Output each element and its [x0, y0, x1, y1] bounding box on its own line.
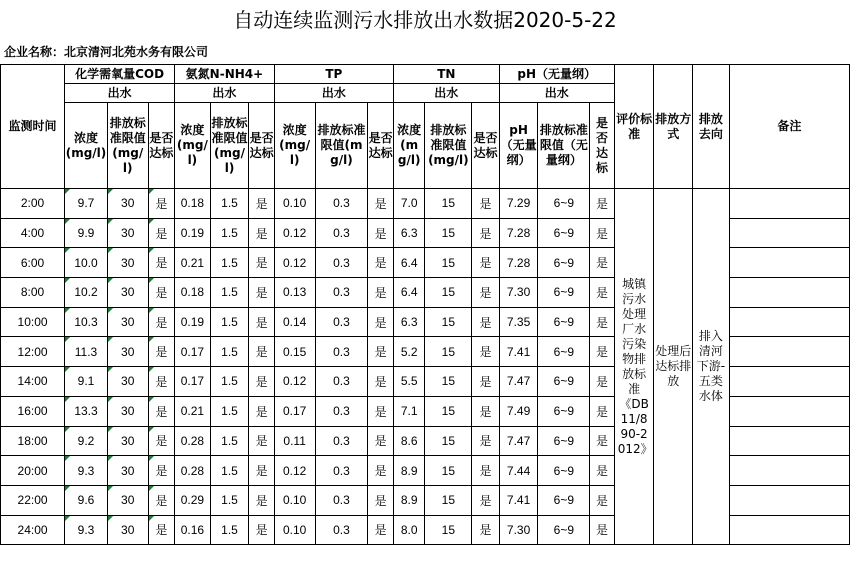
cell-nh-ok: 是 — [249, 367, 274, 397]
header-tn: TN — [393, 65, 499, 84]
remark-cell — [729, 307, 849, 337]
remark-cell — [729, 485, 849, 515]
cell-ph-lim: 6~9 — [538, 456, 590, 486]
cell-tp-lim: 0.3 — [315, 456, 368, 486]
header-tp-sub: 出水 — [274, 84, 393, 103]
cell-nh-ok: 是 — [249, 278, 274, 308]
header-tn-sub: 出水 — [393, 84, 499, 103]
cell-cod: 9.3 — [65, 515, 108, 545]
cell-tn-lim: 15 — [425, 307, 472, 337]
cell-ph-ok: 是 — [590, 515, 614, 545]
cell-cod-lim: 30 — [107, 367, 148, 397]
cell-cod-lim: 30 — [107, 307, 148, 337]
cell-tp-ok: 是 — [368, 456, 393, 486]
cell-ph-lim: 6~9 — [538, 218, 590, 248]
cell-tn-ok: 是 — [472, 189, 499, 219]
cell-nh-ok: 是 — [249, 396, 274, 426]
col-cod-ok: 是否达标 — [148, 103, 174, 189]
cell-time: 22:00 — [1, 485, 65, 515]
col-ph-value: pH（无量纲） — [499, 103, 538, 189]
cell-tn: 5.2 — [393, 337, 425, 367]
cell-tn: 8.9 — [393, 456, 425, 486]
cell-ph: 7.49 — [499, 396, 538, 426]
cell-tn: 6.3 — [393, 218, 425, 248]
cell-nh: 0.21 — [175, 248, 211, 278]
col-tp-ok: 是否达标 — [368, 103, 393, 189]
cell-ph: 7.41 — [499, 337, 538, 367]
cell-cod: 9.7 — [65, 189, 108, 219]
cell-tp-lim: 0.3 — [315, 189, 368, 219]
col-nh4-ok: 是否达标 — [249, 103, 274, 189]
table-row — [1, 189, 850, 219]
cell-cod: 9.2 — [65, 426, 108, 456]
col-tp-conc: 浓度(mg/l) — [274, 103, 315, 189]
cell-nh-lim: 1.5 — [210, 218, 249, 248]
remark-cell — [729, 278, 849, 308]
cell-tn-lim: 15 — [425, 396, 472, 426]
header-nh4-sub: 出水 — [175, 84, 275, 103]
cell-ph-lim: 6~9 — [538, 396, 590, 426]
cell-cod-ok: 是 — [148, 278, 174, 308]
cell-ph-ok: 是 — [590, 426, 614, 456]
cell-time: 4:00 — [1, 218, 65, 248]
cell-tn-ok: 是 — [472, 248, 499, 278]
cell-nh-lim: 1.5 — [210, 337, 249, 367]
cell-nh-lim: 1.5 — [210, 485, 249, 515]
cell-cod-lim: 30 — [107, 248, 148, 278]
cell-ph-ok: 是 — [590, 485, 614, 515]
col-tn-limit: 排放标准限值(mg/l) — [425, 103, 472, 189]
cell-tp-lim: 0.3 — [315, 515, 368, 545]
cell-time: 6:00 — [1, 248, 65, 278]
cell-tp: 0.15 — [274, 337, 315, 367]
cell-cod-lim: 30 — [107, 278, 148, 308]
cell-nh-lim: 1.5 — [210, 189, 249, 219]
col-ph-limit: 排放标准限值（无量纲） — [538, 103, 590, 189]
cell-tn: 6.4 — [393, 248, 425, 278]
cell-tp-ok: 是 — [368, 337, 393, 367]
cell-tn-lim: 15 — [425, 426, 472, 456]
cell-nh-ok: 是 — [249, 426, 274, 456]
cell-cod-lim: 30 — [107, 426, 148, 456]
cell-cod: 9.6 — [65, 485, 108, 515]
cell-cod-lim: 30 — [107, 515, 148, 545]
cell-ph-lim: 6~9 — [538, 248, 590, 278]
cell-tp-ok: 是 — [368, 396, 393, 426]
cell-tn-lim: 15 — [425, 485, 472, 515]
cell-tp: 0.11 — [274, 426, 315, 456]
cell-tp: 0.10 — [274, 485, 315, 515]
cell-ph-lim: 6~9 — [538, 426, 590, 456]
cell-cod: 9.9 — [65, 218, 108, 248]
header-eval: 评价标准 — [614, 65, 654, 189]
cell-tn-lim: 15 — [425, 189, 472, 219]
cell-tp-lim: 0.3 — [315, 396, 368, 426]
header-direction: 排放去向 — [693, 65, 730, 189]
header-nh4: 氨氮N-NH4+ — [175, 65, 275, 84]
header-cod-sub: 出水 — [65, 84, 175, 103]
cell-cod: 9.1 — [65, 367, 108, 397]
cell-nh-lim: 1.5 — [210, 396, 249, 426]
col-cod-limit: 排放标准限值(mg/l) — [107, 103, 148, 189]
remark-cell — [729, 515, 849, 545]
cell-nh: 0.19 — [175, 218, 211, 248]
cell-tn: 7.0 — [393, 189, 425, 219]
cell-nh: 0.21 — [175, 396, 211, 426]
col-nh4-limit: 排放标准限值(mg/l) — [210, 103, 249, 189]
monitoring-table — [0, 64, 850, 545]
cell-tp: 0.13 — [274, 278, 315, 308]
cell-cod-lim: 30 — [107, 189, 148, 219]
cell-ph-ok: 是 — [590, 396, 614, 426]
cell-time: 18:00 — [1, 426, 65, 456]
cell-ph-lim: 6~9 — [538, 367, 590, 397]
cell-ph-lim: 6~9 — [538, 307, 590, 337]
cell-cod-ok: 是 — [148, 337, 174, 367]
cell-cod-ok: 是 — [148, 485, 174, 515]
col-nh4-conc: 浓度(mg/l) — [175, 103, 211, 189]
cell-cod-lim: 30 — [107, 456, 148, 486]
cell-cod-lim: 30 — [107, 337, 148, 367]
cell-tp-ok: 是 — [368, 485, 393, 515]
cell-tp-ok: 是 — [368, 307, 393, 337]
cell-nh-lim: 1.5 — [210, 248, 249, 278]
cell-nh-ok: 是 — [249, 456, 274, 486]
cell-nh: 0.16 — [175, 515, 211, 545]
cell-ph-ok: 是 — [590, 337, 614, 367]
cell-nh-ok: 是 — [249, 248, 274, 278]
cell-ph-ok: 是 — [590, 278, 614, 308]
cell-time: 12:00 — [1, 337, 65, 367]
cell-ph: 7.30 — [499, 278, 538, 308]
cell-tn: 6.3 — [393, 307, 425, 337]
cell-tp-lim: 0.3 — [315, 218, 368, 248]
cell-tp-ok: 是 — [368, 426, 393, 456]
header-tp: TP — [274, 65, 393, 84]
cell-tp-lim: 0.3 — [315, 307, 368, 337]
cell-tp: 0.10 — [274, 189, 315, 219]
cell-ph-ok: 是 — [590, 218, 614, 248]
cell-tn-ok: 是 — [472, 515, 499, 545]
cell-ph-ok: 是 — [590, 367, 614, 397]
cell-tp: 0.12 — [274, 456, 315, 486]
cell-cod-ok: 是 — [148, 367, 174, 397]
cell-nh: 0.17 — [175, 337, 211, 367]
cell-time: 2:00 — [1, 189, 65, 219]
cell-tn-lim: 15 — [425, 248, 472, 278]
cell-tn-lim: 15 — [425, 218, 472, 248]
cell-ph: 7.35 — [499, 307, 538, 337]
cell-nh: 0.19 — [175, 307, 211, 337]
cell-nh: 0.17 — [175, 367, 211, 397]
cell-ph: 7.30 — [499, 515, 538, 545]
cell-ph: 7.28 — [499, 218, 538, 248]
header-method: 排放方式 — [654, 65, 693, 189]
cell-nh-ok: 是 — [249, 307, 274, 337]
cell-time: 10:00 — [1, 307, 65, 337]
cell-cod: 10.3 — [65, 307, 108, 337]
cell-tp: 0.14 — [274, 307, 315, 337]
cell-tp-ok: 是 — [368, 278, 393, 308]
remark-cell — [729, 456, 849, 486]
cell-nh: 0.28 — [175, 456, 211, 486]
header-ph-sub: 出水 — [499, 84, 614, 103]
cell-tn-ok: 是 — [472, 337, 499, 367]
cell-cod-ok: 是 — [148, 456, 174, 486]
cell-tn-ok: 是 — [472, 278, 499, 308]
cell-tn-lim: 15 — [425, 337, 472, 367]
cell-tp: 0.10 — [274, 515, 315, 545]
cell-cod-ok: 是 — [148, 307, 174, 337]
header-cod: 化学需氧量COD — [65, 65, 175, 84]
cell-cod: 10.2 — [65, 278, 108, 308]
cell-cod: 9.3 — [65, 456, 108, 486]
cell-nh: 0.29 — [175, 485, 211, 515]
cell-tn: 5.5 — [393, 367, 425, 397]
company-label: 企业名称： — [4, 45, 65, 59]
cell-tp: 0.12 — [274, 367, 315, 397]
cell-ph-ok: 是 — [590, 456, 614, 486]
remark-cell — [729, 337, 849, 367]
discharge-method-cell: 处理后达标排放 — [654, 189, 693, 545]
cell-time: 16:00 — [1, 396, 65, 426]
cell-ph-ok: 是 — [590, 189, 614, 219]
eval-standard-cell: 城镇污水处理厂水污染物排放标准《DB11/890-2012》 — [614, 189, 654, 545]
cell-tn-ok: 是 — [472, 307, 499, 337]
remark-cell — [729, 248, 849, 278]
cell-tn-lim: 15 — [425, 278, 472, 308]
cell-tp-ok: 是 — [368, 248, 393, 278]
cell-tn-ok: 是 — [472, 396, 499, 426]
cell-cod-ok: 是 — [148, 426, 174, 456]
cell-ph-lim: 6~9 — [538, 337, 590, 367]
col-cod-conc: 浓度(mg/l) — [65, 103, 108, 189]
cell-nh-ok: 是 — [249, 337, 274, 367]
cell-cod: 11.3 — [65, 337, 108, 367]
cell-tn-lim: 15 — [425, 367, 472, 397]
cell-nh-lim: 1.5 — [210, 456, 249, 486]
cell-nh-lim: 1.5 — [210, 367, 249, 397]
cell-tp-ok: 是 — [368, 218, 393, 248]
cell-tn: 6.4 — [393, 278, 425, 308]
col-tn-ok: 是否达标 — [472, 103, 499, 189]
cell-cod-lim: 30 — [107, 218, 148, 248]
cell-tn-ok: 是 — [472, 218, 499, 248]
cell-tn-ok: 是 — [472, 456, 499, 486]
cell-tp-lim: 0.3 — [315, 485, 368, 515]
company-line — [4, 42, 208, 62]
cell-ph: 7.47 — [499, 426, 538, 456]
header-remark: 备注 — [729, 65, 849, 189]
cell-tp: 0.12 — [274, 218, 315, 248]
cell-ph-ok: 是 — [590, 248, 614, 278]
cell-time: 8:00 — [1, 278, 65, 308]
cell-cod-ok: 是 — [148, 189, 174, 219]
cell-ph: 7.41 — [499, 485, 538, 515]
cell-nh-ok: 是 — [249, 485, 274, 515]
cell-ph: 7.29 — [499, 189, 538, 219]
cell-tn-lim: 15 — [425, 515, 472, 545]
cell-time: 14:00 — [1, 367, 65, 397]
cell-tn-ok: 是 — [472, 485, 499, 515]
cell-nh-ok: 是 — [249, 189, 274, 219]
cell-tn-ok: 是 — [472, 426, 499, 456]
cell-ph-lim: 6~9 — [538, 189, 590, 219]
cell-tn-ok: 是 — [472, 367, 499, 397]
cell-tn: 8.0 — [393, 515, 425, 545]
cell-tn: 8.6 — [393, 426, 425, 456]
cell-nh: 0.18 — [175, 189, 211, 219]
cell-tn: 7.1 — [393, 396, 425, 426]
cell-tp-lim: 0.3 — [315, 278, 368, 308]
remark-cell — [729, 367, 849, 397]
col-tn-conc: 浓度(mg/l) — [393, 103, 425, 189]
cell-nh-lim: 1.5 — [210, 426, 249, 456]
company-name: 北京清河北苑水务有限公司 — [64, 45, 209, 59]
discharge-direction-cell: 排入清河下游-五类水体 — [693, 189, 730, 545]
cell-tp-lim: 0.3 — [315, 367, 368, 397]
cell-tp-lim: 0.3 — [315, 426, 368, 456]
cell-nh-ok: 是 — [249, 218, 274, 248]
cell-nh: 0.18 — [175, 278, 211, 308]
cell-cod-lim: 30 — [107, 485, 148, 515]
remark-cell — [729, 189, 849, 219]
cell-nh: 0.28 — [175, 426, 211, 456]
cell-tp-ok: 是 — [368, 189, 393, 219]
cell-nh-lim: 1.5 — [210, 278, 249, 308]
cell-tp-lim: 0.3 — [315, 337, 368, 367]
cell-ph-lim: 6~9 — [538, 515, 590, 545]
cell-time: 24:00 — [1, 515, 65, 545]
cell-ph: 7.44 — [499, 456, 538, 486]
cell-tp-ok: 是 — [368, 367, 393, 397]
header-time: 监测时间 — [1, 65, 65, 189]
col-ph-ok: 是否达标 — [590, 103, 614, 189]
cell-cod-lim: 30 — [107, 396, 148, 426]
cell-ph: 7.47 — [499, 367, 538, 397]
cell-cod-ok: 是 — [148, 218, 174, 248]
cell-ph: 7.28 — [499, 248, 538, 278]
cell-cod-ok: 是 — [148, 248, 174, 278]
cell-ph-lim: 6~9 — [538, 485, 590, 515]
cell-nh-lim: 1.5 — [210, 307, 249, 337]
cell-time: 20:00 — [1, 456, 65, 486]
header-ph: pH（无量纲） — [499, 65, 614, 84]
cell-tp: 0.12 — [274, 248, 315, 278]
cell-tp-ok: 是 — [368, 515, 393, 545]
remark-cell — [729, 426, 849, 456]
col-tp-limit: 排放标准限值(mg/l) — [315, 103, 368, 189]
cell-cod: 10.0 — [65, 248, 108, 278]
cell-nh-lim: 1.5 — [210, 515, 249, 545]
remark-cell — [729, 218, 849, 248]
cell-ph-ok: 是 — [590, 307, 614, 337]
cell-nh-ok: 是 — [249, 515, 274, 545]
cell-tp-lim: 0.3 — [315, 248, 368, 278]
page-title: 自动连续监测污水排放出水数据2020-5-22 — [233, 8, 617, 32]
cell-tn-lim: 15 — [425, 456, 472, 486]
cell-cod-ok: 是 — [148, 515, 174, 545]
cell-tp: 0.17 — [274, 396, 315, 426]
cell-cod-ok: 是 — [148, 396, 174, 426]
cell-ph-lim: 6~9 — [538, 278, 590, 308]
cell-tn: 8.9 — [393, 485, 425, 515]
remark-cell — [729, 396, 849, 426]
cell-cod: 13.3 — [65, 396, 108, 426]
